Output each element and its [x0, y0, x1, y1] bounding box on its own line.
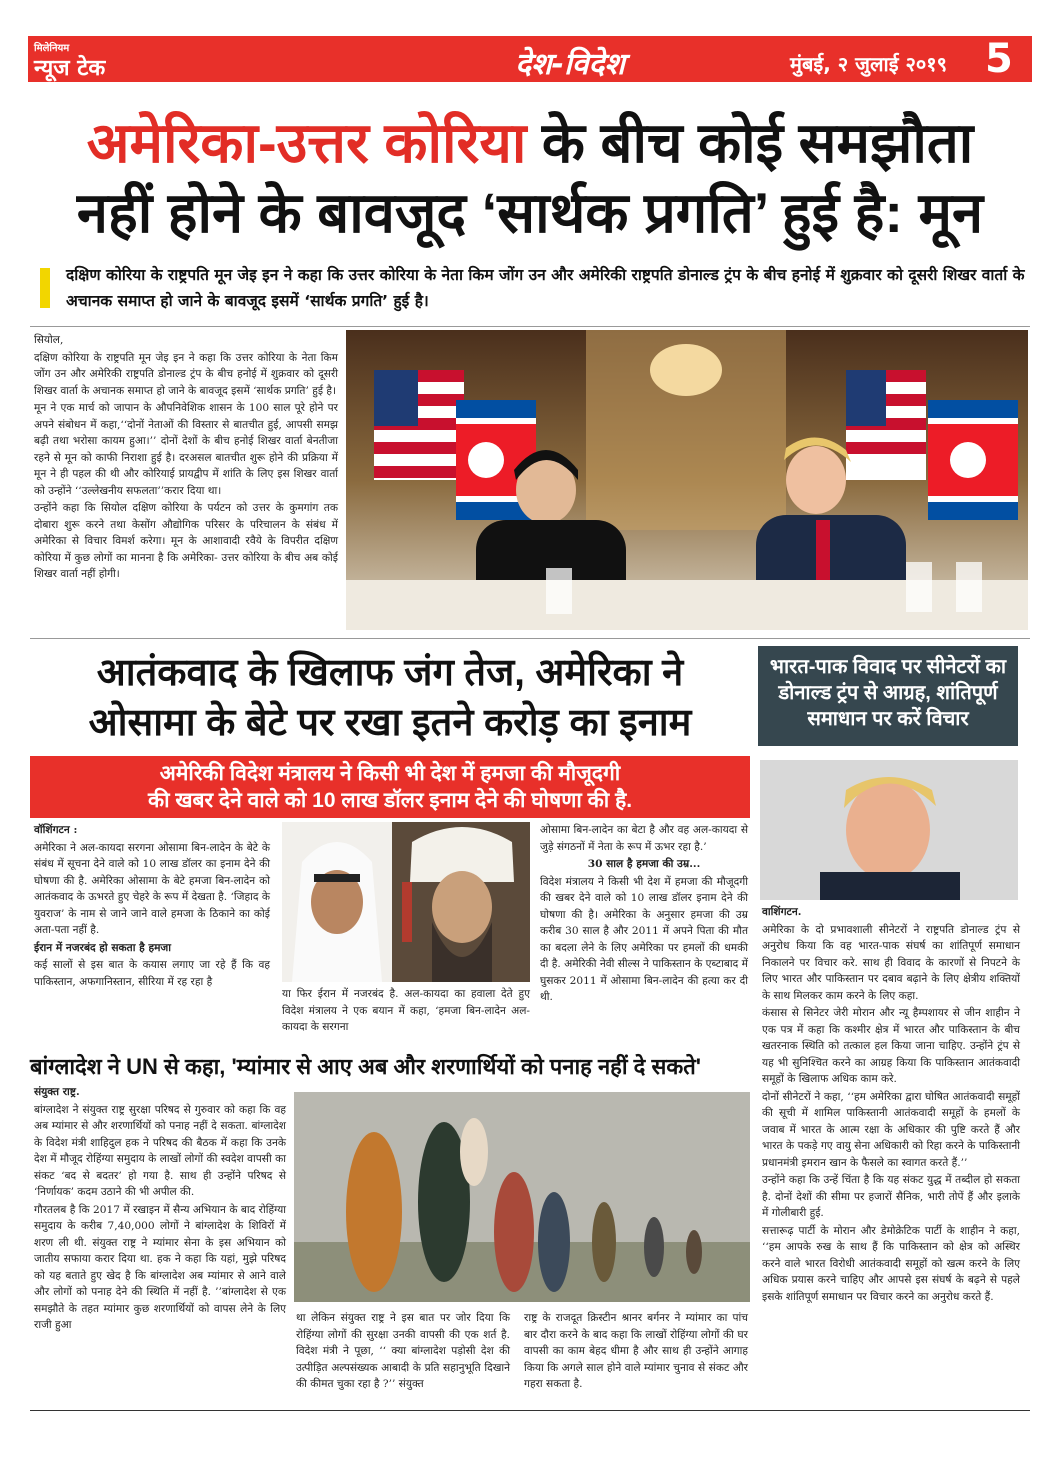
trump-photo — [760, 760, 1018, 900]
story2-headline-line1: आतंकवाद के खिलाफ जंग तेज, अमेरिका ने — [96, 652, 684, 694]
lead-paragraph-1: दक्षिण कोरिया के राष्ट्रपति मून जेइ इन ने कहा कि उत्तर कोरिया के नेता किम जोंग उन और अमेरिकी राष्ट्रपति डोनाल्ड ट्रंप के बीच हनोई में शुक्रवार को दूसरी शिखर वार्ता के अचानक समाप्त हो जाने के बावजूद इसमें ‘सार्थक प्रगति’ हुई है। — [34, 351, 338, 397]
story2-subhead-2: 30 साल है हमजा की उम्र... — [587, 858, 701, 870]
sidebar-body — [762, 904, 1020, 1306]
sidebar-paragraph-5: सत्तारूढ़ पार्टी के मोरान और डेमोक्रेटिक पार्टी के शाहीन ने कहा, ‘‘हम आपके रुख के साथ हैं कि पाकिस्तान को क्षेत्र को अस्थिर करने वाले भारत विरोधी आतंकवादी समूहों को खत्म करने के लिए अधिक प्रयास करने चाहिए और आपसे इस संघर्ष के बढ़ने से पहले इसके शांतिपूर्ण समाधान पर विचार करने का अनुरोध करते हैं. — [762, 1224, 1020, 1303]
story2-strap — [30, 756, 750, 818]
lead-headline-red: अमेरिका-उत्तर कोरिया — [86, 111, 527, 174]
story2-column-1 — [34, 822, 270, 991]
story2-paragraph-3: या फिर ईरान में नजरबंद है. अल-कायदा का हवाला देते हुए विदेश मंत्रालय ने एक बयान में कहा, ‘हमजा बिन-लादेन अल-कायदा के सरगना — [282, 988, 530, 1033]
story2-dateline: वॉशिंगटन : — [34, 824, 78, 836]
lead-dateline: सियोल, — [34, 334, 64, 346]
lead-headline — [30, 108, 1030, 248]
story3-column-2 — [296, 1310, 510, 1394]
lead-paragraph-2: मून ने एक मार्च को जापान के औपनिवेशिक शासन के 100 साल पूरे होने पर अपने संबोधन में कहा,‘‘दोनों नेताओं की विस्तार से बातचीत हुई, आपसी समझ बढ़ी तथा भरोसा कायम हुआ।’’ दोनों देशों के बीच हनोई शिखर वार्ता बेनतीजा रहने से मून को काफी निराशा हुई है। दरअसल बातचीत शुरू होने की प्रक्रिया में मून ने ही पहल की थी और कोरियाई प्रायद्वीप में शांति के लिए इस शिखर वार्ता को उन्होंने ‘‘उल्लेखनीय सफलता’’करार दिया था। — [34, 402, 338, 497]
story2-strap-line1: अमेरिकी विदेश मंत्रालय ने किसी भी देश में हमजा की मौजूदगी — [159, 762, 621, 785]
story2-subhead-1: ईरान में नजरबंद हो सकता है हमजा — [34, 941, 172, 954]
lead-headline-rest: के बीच कोई समझौता — [526, 111, 974, 174]
sidebar-paragraph-4: उन्होंने कहा कि उन्हें चिंता है कि यह संकट युद्ध में तब्दील हो सकता है. दोनों देशों की सीमा पर हजारों सैनिक, भारी तोपें हैं और इलाके में गोलीबारी हुई. — [762, 1174, 1020, 1219]
story2-headline — [30, 648, 750, 748]
divider — [30, 326, 1030, 327]
issue-date: मुंबई, २ जुलाई २०१९ — [790, 52, 948, 76]
sidebar-headline-box — [758, 646, 1018, 746]
masthead-brand: न्यूज टेक — [34, 56, 106, 81]
page-number: 5 — [985, 36, 1013, 82]
story2-paragraph-4: ओसामा बिन-लादेन का बेटा है और वह अल-कायदा से जुड़े संगठनों में नेता के रूप में ऊभर रहा है.’ — [540, 824, 748, 853]
story2-paragraph-2: कई सालों से इस बात के कयास लगाए जा रहे हैं कि वह पाकिस्तान, अफगानिस्तान, सीरिया में रह रहा है — [34, 959, 270, 988]
sidebar-headline: भारत-पाक विवाद पर सीनेटरों का डोनाल्ड ट्रंप से आग्रह, शांतिपूर्ण समाधान पर करें विचार — [769, 656, 1007, 730]
story3-dateline: संयुक्त राष्ट्र. — [34, 1086, 80, 1098]
story3-paragraph-3: था लेकिन संयुक्त राष्ट्र ने इस बात पर जोर दिया कि रोहिंग्या लोगों की सुरक्षा उनकी वापसी की एक शर्त है. विदेश मंत्री ने पूछा, ‘‘ क्या बांग्लादेश पड़ोसी देश की उत्पीड़ित अल्पसंख्यक आबादी के प्रति सहानुभूति दिखाने की कीमत चुका रहा है ?’’ संयुक्त — [296, 1312, 510, 1390]
section-title: देश-विदेश — [515, 47, 625, 82]
lead-body — [34, 332, 338, 584]
divider — [30, 1410, 1030, 1411]
story3-headline: बांग्लादेश ने UN से कहा, 'म्यांमार से आए अब और शरणार्थियों को पनाह नहीं दे सकते' — [30, 1054, 701, 1079]
lead-headline-line2: नहीं होने के बावजूद ‘सार्थक प्रगति’ हुई है: मून — [76, 181, 984, 244]
masthead-tagline: मिलेनियम — [34, 43, 70, 54]
story3-column-3 — [524, 1310, 748, 1394]
sidebar-dateline: वाशिंगटन. — [762, 906, 802, 918]
story2-column-2 — [282, 986, 530, 1037]
story2-column-3 — [540, 822, 748, 1007]
divider — [30, 638, 1030, 639]
sidebar-paragraph-3: दोनों सीनेटरों ने कहा, ‘‘हम अमेरिका द्वारा घोषित आतंकवादी समूहों की सूची में शामिल पाकिस्तानी आतंकवादी समूहों के हमलों के जवाब में भारत के आत्म रक्षा के अधिकार की पुष्टि करते हैं और भारत के पकड़े गए वायु सेना अधिकारी को रिहा करने के पाकिस्तानी प्रधानमंत्री इमरान खान के फैसले का स्वागत करते हैं.’’ — [762, 1090, 1020, 1169]
deck-accent-bar — [40, 268, 50, 308]
story3-column-1 — [34, 1084, 286, 1335]
story3-paragraph-2: गौरतलब है कि 2017 में रखाइन में सैन्य अभियान के बाद रोहिंग्या समुदाय के करीब 7,40,000 लोगों ने बांग्लादेश के शिविरों में शरण ली थी. संयुक्त राष्ट्र ने म्यांमार सेना के इस अभियान को जातीय सफाया करार दिया था. हक ने कहा कि यहां, मुझे परिषद को यह बताते हुए खेद है कि बांग्लादेश अब म्यांमार से आने वाले और लोगों को पनाह देने की स्थिति में नहीं है. ’’बांग्लादेश से एक समझौते के तहत म्यांमार कुछ शरणार्थियों को वापस लेने के लिए राजी हुआ — [34, 1203, 286, 1331]
summit-photo — [346, 330, 1028, 630]
rohingya-photo — [294, 1092, 750, 1302]
sidebar-paragraph-1: अमेरिका के दो प्रभावशाली सीनेटरों ने राष्ट्रपति डोनाल्ड ट्रंप से अनुरोध किया कि वह भारत-पाक संघर्ष का शांतिपूर्ण समाधान निकालने पर विचार करे. साथ ही विवाद के कारणों से निपटने के लिए भारत और पाकिस्तान पर दबाव बढ़ाने के लिए क्षेत्रीय शक्तियों के साथ मिलकर काम करने के लिए कहा. — [762, 923, 1020, 1002]
hamza-osama-photo — [282, 822, 530, 982]
story2-paragraph-1: अमेरिका ने अल-कायदा सरगना ओसामा बिन-लादेन के बेटे के संबंध में सूचना देने वाले को 10 लाख डॉलर का इनाम देने की घोषणा की है. अमेरिका ओसामा के बेटे हमजा बिन-लादेन को आतंकवाद के ऊभरते हुए चेहरे के रूप में देखता है. ‘जिहाद के युवराज’ के नाम से जाने जाने वाले हमजा के ठिकाने का कोई अता-पता नहीं है. — [34, 841, 270, 936]
lead-deck: दक्षिण कोरिया के राष्ट्रपति मून जेइ इन ने कहा कि उत्तर कोरिया के नेता किम जोंग उन और अमेरिकी राष्ट्रपति डोनाल्ड ट्रंप के बीच हनोई में शुक्रवार को दूसरी शिखर वार्ता के अचानक समाप्त हो जाने के बावजूद इसमें ‘सार्थक प्रगति’ हुई है। — [66, 266, 1025, 310]
story2-paragraph-5: विदेश मंत्रालय ने किसी भी देश में हमजा की मौजूदगी की खबर देने वाले को 10 लाख डॉलर इनाम देने की घोषणा की है। अमेरिका के अनुसार हमजा की उम्र करीब 30 साल है और 2011 में अपने पिता की मौत का बदला लेने के लिए अमेरिका पर हमलों की धमकी दी है. अमेरिकी नेवी सील्स ने पाकिस्तान के एब्टाबाद में घुसकर 2011 में ओसामा बिन-लादेन की हत्या कर दी थी. — [540, 875, 748, 1003]
story3-paragraph-1: बांग्लादेश ने संयुक्त राष्ट्र सुरक्षा परिषद से गुरुवार को कहा कि वह अब म्यांमार से और शरणार्थियों को पनाह नहीं दे सकता. बांग्लादेश के विदेश मंत्री शाहिदुल हक ने परिषद की बैठक में कहा कि उनके देश में मौजूद रोहिंग्या समुदाय के लाखों लोगों की स्वदेश वापसी का संकट ‘बद से बदतर’ हो गया है. साथ ही उन्होंने परिषद से ‘निर्णायक’ कदम उठाने की भी अपील की. — [34, 1103, 286, 1198]
sidebar-paragraph-2: कंसास से सिनेटर जेरी मोरान और न्यू हैम्पशायर से जीन शाहीन ने एक पत्र में कहा कि कश्मीर क्षेत्र में भारत और पाकिस्तान के बीच खतरनाक स्थिति को तत्काल हल किया जाना चाहिए. उन्होंने ट्रंप से यह भी सुनिश्चित करने का आग्रह किया कि पाकिस्तान आतंकवादी समूहों के खिलाफ अधिक काम करे. — [762, 1007, 1020, 1085]
story2-strap-line2: की खबर देने वाले को 10 लाख डॉलर इनाम देने की घोषणा की है. — [147, 789, 633, 812]
lead-paragraph-3: उन्होंने कहा कि सियोल दक्षिण कोरिया के पर्यटन को उत्तर के कुमगांग तक दोबारा शुरू करने तथा केसोंग औद्योगिक परिसर के परिचालन के संबंध में अमेरिका से विचार विमर्श करेगा। मून के आशावादी रवैये के विपरीत दक्षिण कोरिया में कुछ लोगों का मानना है कि अमेरिका- उत्तर कोरिया के बीच अब कोई शिखर वार्ता नहीं होगी। — [34, 502, 338, 580]
story3-paragraph-4: राष्ट्र के राजदूत क्रिस्टीन श्रानर बर्गनर ने म्यांमार का पांच बार दौरा करने के बाद कहा कि लाखों रोहिंग्या लोगों की घर वापसी का काम बेहद धीमा है और साथ ही उन्होंने आगाह किया कि अगले साल होने वाले म्यांमार चुनाव से संकट और गहरा सकता है. — [524, 1312, 748, 1390]
story2-headline-line2: ओसामा के बेटे पर रखा इतने करोड़ का इनाम — [88, 702, 692, 744]
